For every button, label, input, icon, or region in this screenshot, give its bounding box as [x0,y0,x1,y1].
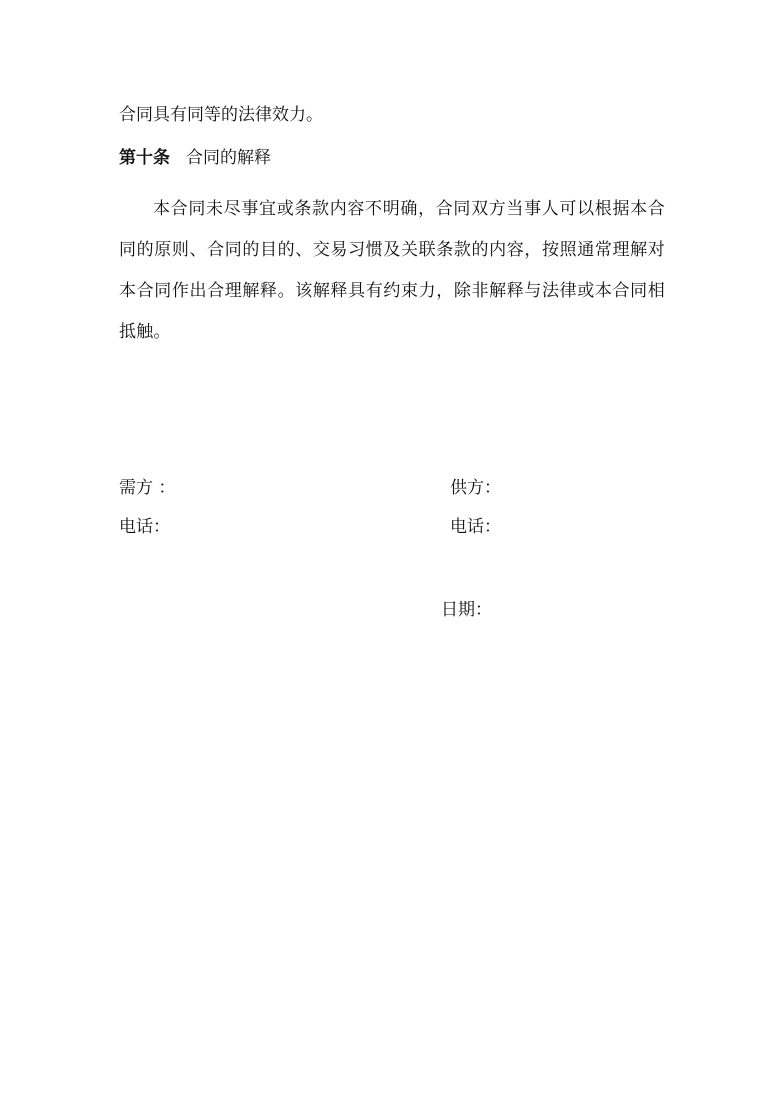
date-label: 日期： [441,600,492,620]
article-body: 本合同未尽事宜或条款内容不明确，合同双方当事人可以根据本合同的原则、合同的目的、交易习惯及关联条款的内容，按照通常理解对本合同作出合理解释。该解释具有约束力，除非解释与法律或本合同相抵触。 [119,199,665,342]
article-number: 第十条 [119,148,170,168]
continued-line: 合同具有同等的法律效力。 [119,105,323,125]
article-title: 合同的解释 [186,148,271,168]
seller-label: 供方： [450,478,501,498]
buyer-phone-label: 电话： [119,517,170,537]
seller-phone-label: 电话： [450,517,501,537]
buyer-label: 需方 ： [119,478,176,498]
article-heading [119,147,271,169]
